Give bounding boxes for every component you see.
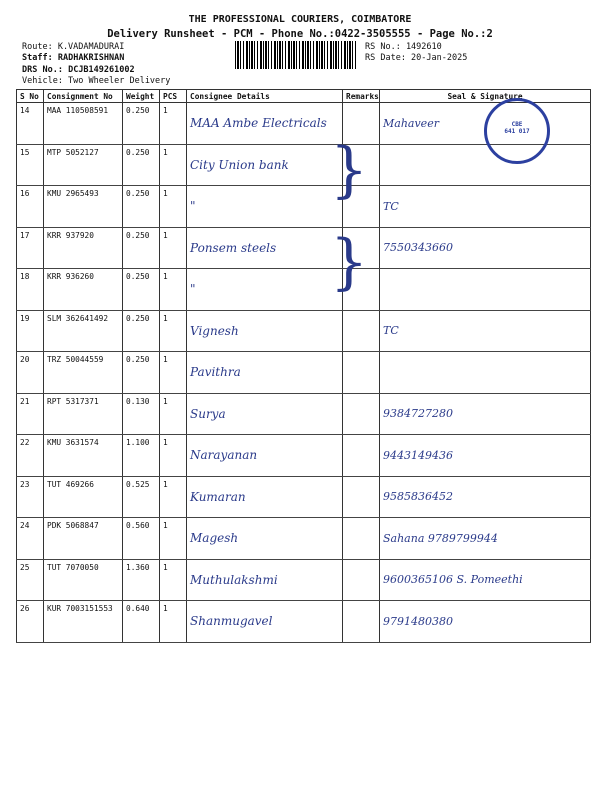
cell-consignment-no: TUT 469266	[44, 476, 123, 518]
cell-sno: 23	[17, 476, 44, 518]
cell-weight: 0.640	[123, 601, 160, 643]
cell-consignee: Ponsem steels	[187, 227, 343, 269]
cell-signature: Sahana 9789799944	[380, 518, 591, 560]
cell-consignment-no: MAA 110508591	[44, 103, 123, 145]
table-row	[17, 310, 591, 352]
table-row	[17, 352, 591, 394]
cell-consignee: Magesh	[187, 518, 343, 560]
cell-consignee: Narayanan	[187, 435, 343, 477]
cell-pcs: 1	[160, 310, 187, 352]
cell-sno: 17	[17, 227, 44, 269]
staff-label: Staff:	[22, 53, 53, 63]
cell-consignee: Kumaran	[187, 476, 343, 518]
cell-sno: 15	[17, 144, 44, 186]
staff-name: RADHAKRISHNAN	[57, 53, 125, 63]
cell-signature: TC	[380, 186, 591, 228]
cell-consignee: Muthulakshmi	[187, 559, 343, 601]
company-title: THE PROFESSIONAL COURIERS, COIMBATORE	[188, 14, 412, 25]
rs-number: RS No.: 1492610	[365, 42, 442, 52]
table-row	[17, 186, 591, 228]
cell-pcs: 1	[160, 476, 187, 518]
cell-consignment-no: TUT 7070050	[44, 559, 123, 601]
cell-weight: 0.250	[123, 352, 160, 394]
col-weight: Weight	[123, 90, 160, 103]
cell-signature: 7550343660	[380, 227, 591, 269]
cell-sno: 16	[17, 186, 44, 228]
cell-signature	[380, 144, 591, 186]
barcode	[235, 41, 357, 69]
cell-weight: 0.250	[123, 144, 160, 186]
cell-weight: 0.250	[123, 269, 160, 311]
rs-date: RS Date: 20-Jan-2025	[365, 53, 468, 63]
cell-consignee: "	[187, 269, 343, 311]
cell-pcs: 1	[160, 227, 187, 269]
runsheet-table	[16, 89, 591, 643]
cell-signature: TC	[380, 310, 591, 352]
table-row	[17, 269, 591, 311]
cell-consignment-no: PDK 5068847	[44, 518, 123, 560]
col-pcs: PCS	[160, 90, 187, 103]
cell-pcs: 1	[160, 559, 187, 601]
cell-remarks	[343, 601, 380, 643]
cell-weight: 0.525	[123, 476, 160, 518]
cell-weight: 0.560	[123, 518, 160, 560]
cell-pcs: 1	[160, 352, 187, 394]
drs-row	[22, 65, 135, 75]
cell-weight: 0.250	[123, 103, 160, 145]
table-row	[17, 227, 591, 269]
cell-signature: 9585836452	[380, 476, 591, 518]
cell-pcs: 1	[160, 435, 187, 477]
col-sno: S No	[17, 90, 44, 103]
cell-sno: 24	[17, 518, 44, 560]
bracket-mark: }	[330, 227, 369, 297]
cell-weight: 0.250	[123, 310, 160, 352]
cell-weight: 1.100	[123, 435, 160, 477]
cell-pcs: 1	[160, 103, 187, 145]
cell-sno: 19	[17, 310, 44, 352]
cell-sno: 18	[17, 269, 44, 311]
cell-weight: 0.250	[123, 227, 160, 269]
cell-sno: 25	[17, 559, 44, 601]
cell-consignee: Vignesh	[187, 310, 343, 352]
cell-signature: 9384727280	[380, 393, 591, 435]
cell-remarks	[343, 352, 380, 394]
runsheet-title: Delivery Runsheet - PCM - Phone No.:0422-3505555 - Page No.:2	[107, 28, 493, 40]
cell-signature: Mahaveer	[380, 103, 591, 145]
cell-consignee: City Union bank	[187, 144, 343, 186]
cell-signature	[380, 352, 591, 394]
cell-consignee: Surya	[187, 393, 343, 435]
cell-sno: 14	[17, 103, 44, 145]
cell-pcs: 1	[160, 269, 187, 311]
cell-signature: 9443149436	[380, 435, 591, 477]
col-consignee: Consignee Details	[187, 90, 343, 103]
table-row	[17, 518, 591, 560]
cell-consignment-no: RPT 5317371	[44, 393, 123, 435]
drs-number: DCJB149261002	[68, 65, 135, 75]
cell-sno: 20	[17, 352, 44, 394]
cell-consignee: Shanmugavel	[187, 601, 343, 643]
cell-pcs: 1	[160, 144, 187, 186]
cell-remarks	[343, 559, 380, 601]
staff-row	[22, 53, 124, 63]
col-consignment: Consignment No	[44, 90, 123, 103]
col-signature: Seal & Signature	[380, 90, 591, 103]
table-row	[17, 476, 591, 518]
table-row	[17, 435, 591, 477]
cell-weight: 0.130	[123, 393, 160, 435]
cell-consignment-no: KUR 7003151553	[44, 601, 123, 643]
table-row	[17, 393, 591, 435]
cell-consignment-no: SLM 362641492	[44, 310, 123, 352]
cell-pcs: 1	[160, 601, 187, 643]
cell-remarks	[343, 476, 380, 518]
bracket-mark: }	[330, 135, 369, 205]
cell-signature: 9791480380	[380, 601, 591, 643]
route-label: Route: K.VADAMADURAI	[22, 42, 125, 52]
cell-consignment-no: TRZ 50044559	[44, 352, 123, 394]
cell-consignee: "	[187, 186, 343, 228]
table-row	[17, 601, 591, 643]
table-row	[17, 559, 591, 601]
cell-sno: 22	[17, 435, 44, 477]
cell-remarks	[343, 518, 380, 560]
vehicle-label: Vehicle: Two Wheeler Delivery	[22, 76, 171, 86]
drs-label: DRS No.:	[22, 65, 63, 75]
cell-remarks	[343, 310, 380, 352]
cell-consignment-no: MTP 5052127	[44, 144, 123, 186]
cell-remarks	[343, 393, 380, 435]
cell-consignment-no: KMU 3631574	[44, 435, 123, 477]
cell-signature: 9600365106 S. Pomeethi	[380, 559, 591, 601]
cell-weight: 1.360	[123, 559, 160, 601]
cell-weight: 0.250	[123, 186, 160, 228]
cell-pcs: 1	[160, 186, 187, 228]
cell-signature	[380, 269, 591, 311]
cell-pcs: 1	[160, 518, 187, 560]
cell-sno: 26	[17, 601, 44, 643]
cell-consignment-no: KRR 937920	[44, 227, 123, 269]
cell-consignee: Pavithra	[187, 352, 343, 394]
cell-consignment-no: KMU 2965493	[44, 186, 123, 228]
cell-consignee: MAA Ambe Electricals	[187, 103, 343, 145]
col-remarks: Remarks	[343, 90, 380, 103]
cell-consignment-no: KRR 936260	[44, 269, 123, 311]
cell-pcs: 1	[160, 393, 187, 435]
cell-sno: 21	[17, 393, 44, 435]
company-seal: CBE 641 017	[484, 98, 550, 164]
cell-remarks	[343, 435, 380, 477]
